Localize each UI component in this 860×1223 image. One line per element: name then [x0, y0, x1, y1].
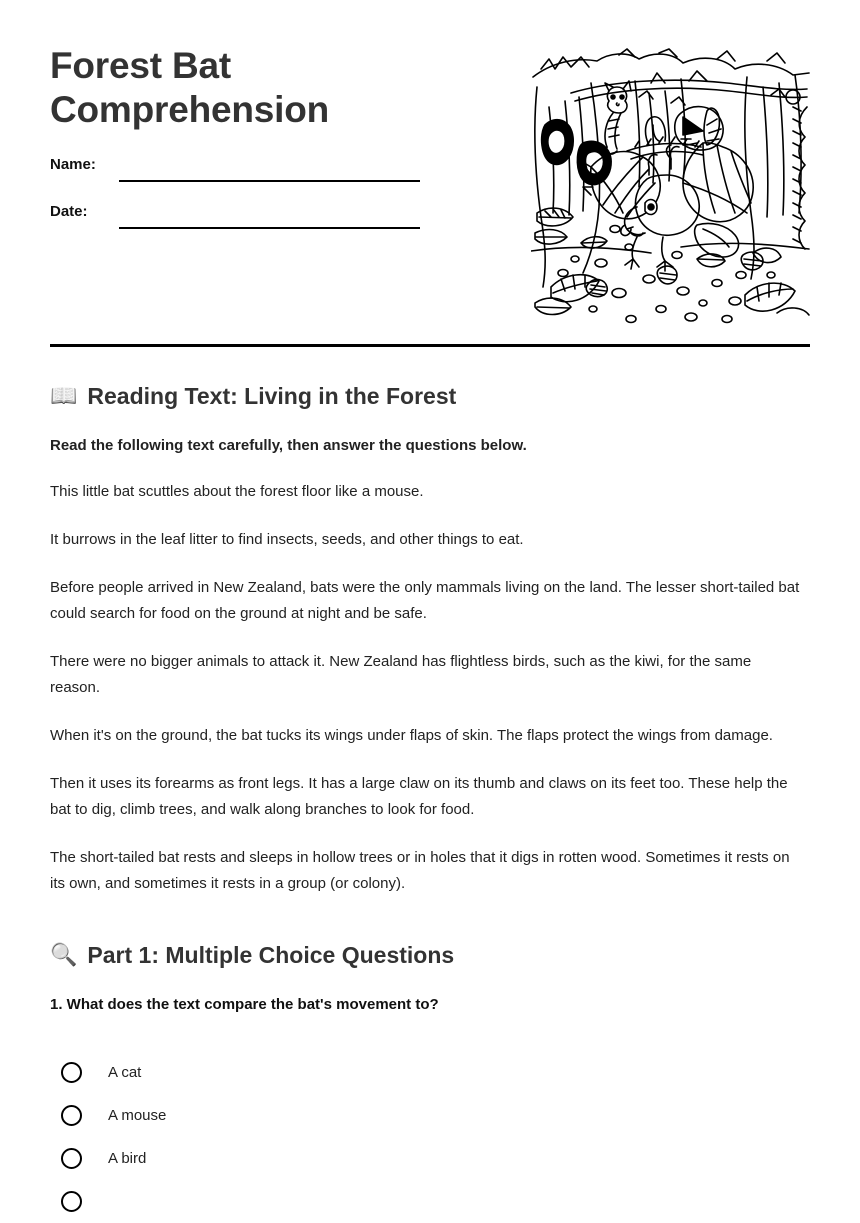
- name-field-label: Name:: [50, 156, 96, 173]
- reading-paragraph: Then it uses its forearms as front legs. It has a large claw on its thumb and claws on its feet too. These help the bat to dig, climb trees, and walk along branches to look for food.: [50, 775, 788, 818]
- page-title: Forest Bat Comprehension: [50, 45, 330, 130]
- reading-paragraph: The short-tailed bat rests and sleeps in hollow trees or in holes that it digs in rotten wood. Sometimes it rests on its own, and sometimes it rests in a group (or colony).: [50, 849, 790, 892]
- option-row[interactable]: [50, 1137, 816, 1180]
- name-input-line[interactable]: [119, 180, 420, 182]
- reading-section-heading-text: Reading Text: Living in the Forest: [87, 383, 457, 409]
- question-1-options: [50, 1051, 816, 1223]
- date-input-line[interactable]: [119, 227, 420, 229]
- radio-button-icon[interactable]: [61, 1105, 82, 1126]
- open-book-icon: 📖: [50, 383, 78, 408]
- reading-paragraph: This little bat scuttles about the forest floor like a mouse.: [50, 483, 424, 500]
- radio-button-icon[interactable]: [61, 1191, 82, 1212]
- part1-heading-text: Part 1: Multiple Choice Questions: [87, 942, 455, 968]
- question-1-text: 1. What does the text compare the bat's movement to?: [50, 996, 439, 1013]
- option-label: A mouse: [108, 1106, 167, 1124]
- reading-paragraph: It burrows in the leaf litter to find insects, seeds, and other things to eat.: [50, 531, 524, 548]
- option-row[interactable]: [50, 1180, 816, 1223]
- part1-heading: [50, 941, 816, 969]
- reading-instruction: Read the following text carefully, then answer the questions below.: [50, 437, 527, 454]
- date-field-label: Date:: [50, 203, 88, 220]
- reading-paragraph: Before people arrived in New Zealand, bats were the only mammals living on the land. The lesser short-tailed bat could search for food on the ground at night and be safe.: [50, 579, 800, 622]
- radio-button-icon[interactable]: [61, 1148, 82, 1169]
- option-label: A cat: [108, 1063, 142, 1081]
- reading-paragraph: There were no bigger animals to attack it. New Zealand has flightless birds, such as the kiwi, for the same reason.: [50, 653, 752, 696]
- option-row[interactable]: [50, 1094, 816, 1137]
- header-divider: [50, 344, 810, 347]
- reading-paragraph: When it's on the ground, the bat tucks its wings under flaps of skin. The flaps protect the wings from damage.: [50, 727, 773, 744]
- option-row[interactable]: [50, 1051, 816, 1094]
- magnifying-glass-icon: 🔍: [50, 942, 78, 967]
- radio-button-icon[interactable]: [61, 1062, 82, 1083]
- reading-section-heading: [50, 382, 816, 410]
- forest-bat-illustration: [531, 47, 811, 331]
- worksheet-content: [50, 382, 816, 1223]
- option-label: A bird: [108, 1149, 147, 1167]
